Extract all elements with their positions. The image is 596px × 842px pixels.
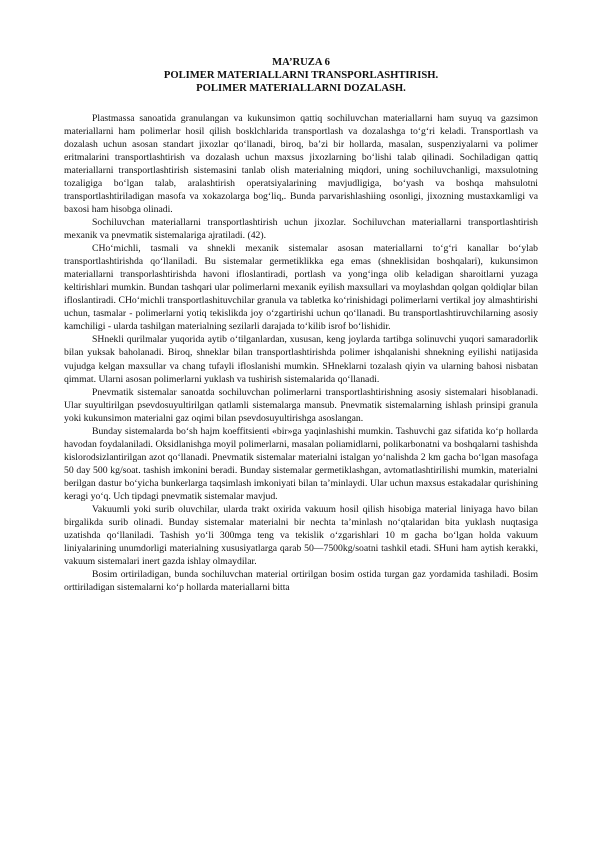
paragraph-pressure-systems: Bosim ortiriladigan, bunda sochiluvchan material ortirilgan bosim ostida turgan gaz yordamida tashiladi. Bosim orttiriladigan sistemalarni ko‘p hollarda materiallarni bitta: [64, 569, 538, 594]
paragraph-pneumatic-details: Bunday sistemalarda bo‘sh hajm koeffitsienti «bir»ga yaqinlashishi mumkin. Tashuvchi gaz sifatida ko‘p hollarda havodan foydalaniladi. Oksidlanishga moyil polimerlarni, masalan poliamidlarni, polikarbonatni va boshqalarni tashishda kislorodsizlantirilgan azot qo‘llanadi. Pnevmatik sistemalar materialni istalgan yo‘nalishda 2 km gacha bo‘lgan masofaga 50 day 500 kg/soat. tashish imkonini beradi. Bunday sistemalar germetiklashgan, avtomatlashtirilishi mumkin, materialni berilgan dastur bo‘yicha bunkerlarga taqsimlash imkoniyati bilan ta’minlaydi. Ular uchun maxsus estakadalar qurishining keragi yo‘q. Uch tipdagi pnevmatik sistemalar mavjud.: [64, 425, 538, 502]
paragraph-screw-devices: SHnekli qurilmalar yuqorida aytib o‘tilganlardan, xususan, keng joylarda tartibga solinuvchi yuqori samaradorlik bilan yuksak baholanadi. Biroq, shneklar bilan transportlashtirishda polimer ishqalanishi shnekning eyilishi natijasida vujudga kelgan maxsullar va chang tufayli ifloslanishi mumkin. SHneklarni tozalash qiyin va ularning bahosi nisbatan qimmat. Ularni asosan polimerlarni yuklash va tushirish sistemalarida qo‘llanadi.: [64, 334, 538, 385]
paragraph-pneumatic-systems: Pnevmatik sistemalar sanoatda sochiluvchan polimerlarni transportlashtirishning asosiy sistemalari hisoblanadi. Ular suyultirilgan psevdosuyultirilgan qatlamli sistemalarga mansub. Pnevmatik sistemalarning ishlash prinsipi granula yoki kukunsimon materialni gaz oqimi bilan psevdosuyultirishga asoslangan.: [64, 386, 538, 424]
paragraph-mechanical-systems: CHo‘michli, tasmali va shnekli mexanik sistemalar asosan materiallarni to‘g‘ri kanallar bo‘ylab transportlashtirishda qo‘llaniladi. Bu sistemalar germetiklikka ega emas (shneklisidan boshqalari), kukunsimon materiallarni transporlashtirishda havoni ifloslantiradi, portlash va yong‘inga olib keladigan sharoitlarni yuzaga keltirishlari mumkin. Bundan tashqari ular polimerlarni mexanik eyilish maxsullari va moylashdan qolgan qoldiqlar bilan ifloslantiradi. CHo‘michli transportlashituvchilar granula va tabletka ko‘rinishidagi polimerlarni vertikal joy almashtirishi uchun, tasmalar - polimerlarni yotiq tekislikda joy o‘zgartirishi uchun qo‘llanadi. Bu transportlashtiruvchilarning asosiy kamchiligi - ularda tashilgan materialning sezilarli darajada to‘kilib isrof bo‘lishidir.: [64, 243, 538, 333]
lecture-number: MA’RUZA 6: [272, 57, 330, 68]
lecture-title-block: [64, 56, 538, 96]
lecture-title: POLIMER MATERIALLARNI TRANSPORLASHTIRISH.: [163, 70, 439, 82]
lecture-subtitle: POLIMER MATERIALLARNI DOZALASH.: [196, 83, 406, 95]
paragraph-equipment: Sochiluvchan materiallarni transportlashtirish uchun jixozlar. Sochiluvchan materiallarni transportlashtirish mexanik va pnevmatik sistemalariga ajratiladi. (42).: [64, 216, 538, 242]
paragraph-vacuum-systems: Vakuumli yoki surib oluvchilar, ularda trakt oxirida vakuum hosil qilish hisobiga material liniyaga havo bilan birgalikda surib olinadi. Bunday sistemalar materialni bir nechta ta’minlash no‘qtalaridan bita yuklash nuqtasiga uzatishda qo‘llaniladi. Tashish yo‘li 300mga teng va tekislik o‘zgarishlari 10 m gacha bo‘lgan holda vakuum liniyalarining unumdorligi materialning xususiyatlarga qarab 50—7500kg/soatni tashkil etadi. SHuni ham aytish kerakki, vakuum sistemalari inert gazda ishlay olmaydilar.: [64, 504, 538, 568]
paragraph-intro: Plastmassa sanoatida granulangan va kukunsimon qattiq sochiluvchan materiallarni ham suyuq va gazsimon materiallarni ham polimerlar hosil qilish bosklchlarida transportlash va dozalashga to‘g‘ri keladi. Transportlash va dozalash uchun asosan standart jixozlar qo‘llanadi, biroq, ba’zi bir hollarda, masalan, suspenziyalarni va polimer eritmalarini transportlashtirish va dozalash uchun maxsus jixozlarning bo‘lishi talab qilinadi. Sochiladigan qattiq materiallarni transportlashtirish sistemasini tanlab olish materialning miqdori, uning sochiluvchanligi, maxsulotning tozaligiga bo‘lgan talab, aralashtirish operatsiyalarining mavjudligiga, bo‘yash va boshqa mahsulotni transportlashtiriladigan masofa va xokazolarga bog‘liq,. Bunda parvarishlashiing osonligi, jixozning mustaxkamligi va baxosi ham hisobga olinadi.: [64, 112, 538, 215]
